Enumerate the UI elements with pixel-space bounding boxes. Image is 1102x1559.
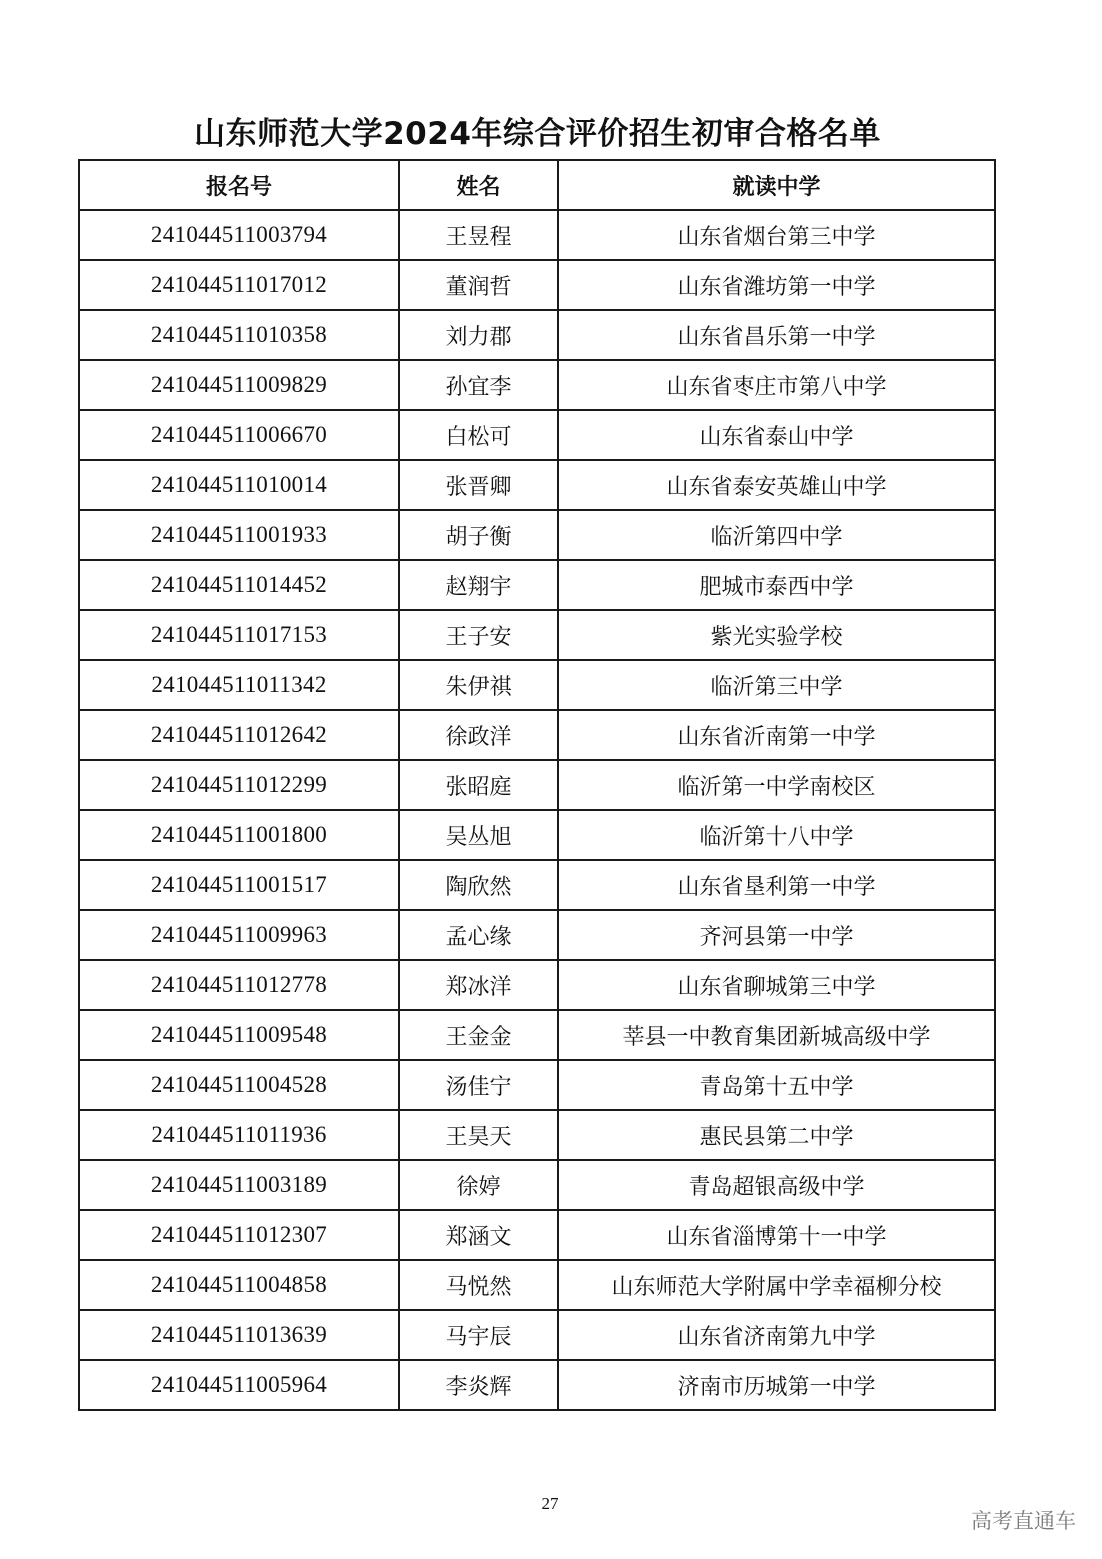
school-cell: 山东省聊城第三中学 bbox=[558, 960, 995, 1010]
registration-number-cell: 241044511001800 bbox=[79, 810, 399, 860]
school-cell: 青岛第十五中学 bbox=[558, 1060, 995, 1110]
table-row bbox=[79, 710, 995, 760]
school-cell: 山东师范大学附属中学幸福柳分校 bbox=[558, 1260, 995, 1310]
table-row bbox=[79, 810, 995, 860]
student-name-cell: 徐政洋 bbox=[399, 710, 558, 760]
registration-number-cell: 241044511006670 bbox=[79, 410, 399, 460]
table-row bbox=[79, 610, 995, 660]
registration-number-cell: 241044511004858 bbox=[79, 1260, 399, 1310]
school-cell: 齐河县第一中学 bbox=[558, 910, 995, 960]
student-name-cell: 白松可 bbox=[399, 410, 558, 460]
page-title: 山东师范大学2024年综合评价招生初审合格名单 bbox=[194, 116, 881, 152]
registration-number-cell: 241044511005964 bbox=[79, 1360, 399, 1410]
header-school: 就读中学 bbox=[558, 160, 995, 210]
registration-number-cell: 241044511012299 bbox=[79, 760, 399, 810]
student-name-cell: 马宇辰 bbox=[399, 1310, 558, 1360]
student-name-cell: 汤佳宁 bbox=[399, 1060, 558, 1110]
student-name-cell: 董润哲 bbox=[399, 260, 558, 310]
school-cell: 莘县一中教育集团新城高级中学 bbox=[558, 1010, 995, 1060]
table-row bbox=[79, 910, 995, 960]
student-name-cell: 孙宜李 bbox=[399, 360, 558, 410]
student-name-cell: 刘力郡 bbox=[399, 310, 558, 360]
registration-number-cell: 241044511017153 bbox=[79, 610, 399, 660]
school-cell: 山东省泰安英雄山中学 bbox=[558, 460, 995, 510]
header-name: 姓名 bbox=[399, 160, 558, 210]
school-cell: 济南市历城第一中学 bbox=[558, 1360, 995, 1410]
registration-number-cell: 241044511014452 bbox=[79, 560, 399, 610]
table-row bbox=[79, 460, 995, 510]
header-registration-number: 报名号 bbox=[79, 160, 399, 210]
student-name-cell: 李炎辉 bbox=[399, 1360, 558, 1410]
school-cell: 青岛超银高级中学 bbox=[558, 1160, 995, 1210]
student-name-cell: 朱伊祺 bbox=[399, 660, 558, 710]
registration-number-cell: 241044511012307 bbox=[79, 1210, 399, 1260]
table-header-row bbox=[79, 160, 995, 210]
registration-number-cell: 241044511004528 bbox=[79, 1060, 399, 1110]
registration-number-cell: 241044511010014 bbox=[79, 460, 399, 510]
school-cell: 临沂第三中学 bbox=[558, 660, 995, 710]
page-number: 27 bbox=[541, 1494, 559, 1513]
table-row bbox=[79, 1110, 995, 1160]
student-name-cell: 陶欣然 bbox=[399, 860, 558, 910]
table-row bbox=[79, 560, 995, 610]
registration-number-cell: 241044511010358 bbox=[79, 310, 399, 360]
school-cell: 惠民县第二中学 bbox=[558, 1110, 995, 1160]
table-row bbox=[79, 510, 995, 560]
registration-number-cell: 241044511009829 bbox=[79, 360, 399, 410]
registration-number-cell: 241044511003189 bbox=[79, 1160, 399, 1210]
admission-list-table bbox=[78, 159, 996, 1411]
registration-number-cell: 241044511012778 bbox=[79, 960, 399, 1010]
school-cell: 山东省潍坊第一中学 bbox=[558, 260, 995, 310]
table-row bbox=[79, 1260, 995, 1310]
student-name-cell: 孟心缘 bbox=[399, 910, 558, 960]
student-name-cell: 郑涵文 bbox=[399, 1210, 558, 1260]
school-cell: 山东省济南第九中学 bbox=[558, 1310, 995, 1360]
table-row bbox=[79, 760, 995, 810]
registration-number-cell: 241044511013639 bbox=[79, 1310, 399, 1360]
registration-number-cell: 241044511011936 bbox=[79, 1110, 399, 1160]
registration-number-cell: 241044511011342 bbox=[79, 660, 399, 710]
table-row bbox=[79, 660, 995, 710]
student-name-cell: 张昭庭 bbox=[399, 760, 558, 810]
school-cell: 山东省沂南第一中学 bbox=[558, 710, 995, 760]
school-cell: 山东省泰山中学 bbox=[558, 410, 995, 460]
school-cell: 山东省枣庄市第八中学 bbox=[558, 360, 995, 410]
registration-number-cell: 241044511017012 bbox=[79, 260, 399, 310]
table-row bbox=[79, 210, 995, 260]
registration-number-cell: 241044511001933 bbox=[79, 510, 399, 560]
registration-number-cell: 241044511009548 bbox=[79, 1010, 399, 1060]
student-name-cell: 马悦然 bbox=[399, 1260, 558, 1310]
school-cell: 临沂第四中学 bbox=[558, 510, 995, 560]
watermark: 高考直通车 bbox=[971, 1509, 1076, 1533]
school-cell: 肥城市泰西中学 bbox=[558, 560, 995, 610]
school-cell: 紫光实验学校 bbox=[558, 610, 995, 660]
student-name-cell: 王金金 bbox=[399, 1010, 558, 1060]
registration-number-cell: 241044511009963 bbox=[79, 910, 399, 960]
registration-number-cell: 241044511001517 bbox=[79, 860, 399, 910]
table-row bbox=[79, 410, 995, 460]
school-cell: 山东省烟台第三中学 bbox=[558, 210, 995, 260]
student-name-cell: 吴丛旭 bbox=[399, 810, 558, 860]
table-row bbox=[79, 260, 995, 310]
table-row bbox=[79, 960, 995, 1010]
school-cell: 临沂第十八中学 bbox=[558, 810, 995, 860]
student-name-cell: 赵翔宇 bbox=[399, 560, 558, 610]
table-row bbox=[79, 1210, 995, 1260]
table-row bbox=[79, 1160, 995, 1210]
student-name-cell: 王昱程 bbox=[399, 210, 558, 260]
registration-number-cell: 241044511003794 bbox=[79, 210, 399, 260]
table-row bbox=[79, 1060, 995, 1110]
table-row bbox=[79, 860, 995, 910]
table-row bbox=[79, 1010, 995, 1060]
student-name-cell: 张晋卿 bbox=[399, 460, 558, 510]
registration-number-cell: 241044511012642 bbox=[79, 710, 399, 760]
school-cell: 山东省淄博第十一中学 bbox=[558, 1210, 995, 1260]
school-cell: 山东省垦利第一中学 bbox=[558, 860, 995, 910]
student-name-cell: 郑冰洋 bbox=[399, 960, 558, 1010]
student-name-cell: 胡子衡 bbox=[399, 510, 558, 560]
table-row bbox=[79, 310, 995, 360]
table-row bbox=[79, 360, 995, 410]
school-cell: 山东省昌乐第一中学 bbox=[558, 310, 995, 360]
table-body bbox=[79, 210, 995, 1410]
student-name-cell: 徐婷 bbox=[399, 1160, 558, 1210]
table-row bbox=[79, 1310, 995, 1360]
student-name-cell: 王昊天 bbox=[399, 1110, 558, 1160]
table-row bbox=[79, 1360, 995, 1410]
student-name-cell: 王子安 bbox=[399, 610, 558, 660]
school-cell: 临沂第一中学南校区 bbox=[558, 760, 995, 810]
